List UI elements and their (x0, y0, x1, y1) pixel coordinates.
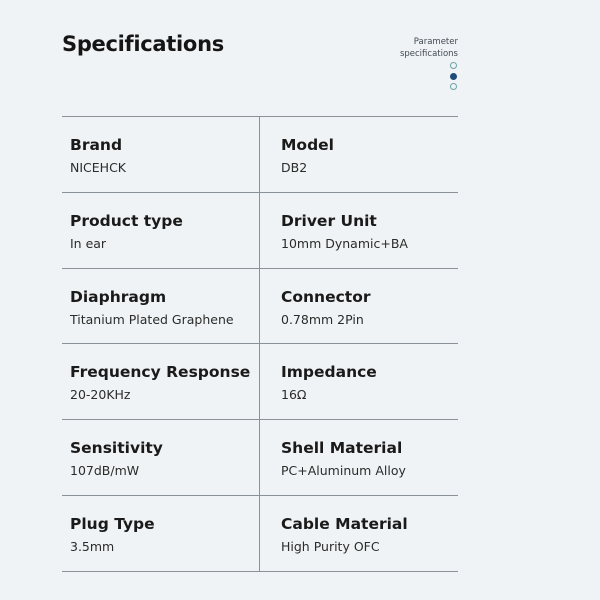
spec-table (62, 116, 458, 572)
spec-label: Shell Material (281, 439, 403, 458)
spec-row (62, 496, 458, 572)
spec-value: PC+Aluminum Alloy (281, 463, 406, 479)
spec-cell-brand (62, 117, 260, 192)
spec-cell-sensitivity (62, 420, 260, 495)
page-dot-1[interactable] (450, 62, 457, 69)
parameter-specifications-note (378, 36, 458, 60)
spec-value: DB2 (281, 160, 308, 175)
spec-value: 107dB/mW (70, 463, 140, 479)
spec-label: Connector (281, 287, 371, 306)
spec-value: NICEHCK (70, 160, 126, 175)
spec-label: Diaphragm (70, 287, 167, 306)
spec-value: 0.78mm 2Pin (281, 311, 364, 327)
spec-label: Frequency Response (70, 363, 251, 382)
spec-value: 10mm Dynamic+BA (281, 235, 408, 251)
spec-label: Brand (70, 136, 123, 154)
spec-cell-impedance (260, 344, 458, 419)
spec-cell-cable-material (260, 496, 458, 571)
spec-row (62, 117, 458, 193)
spec-cell-plug-type (62, 496, 260, 571)
spec-cell-driver-unit (260, 193, 458, 268)
note-line-1: Parameter (413, 37, 458, 47)
spec-label: Model (281, 136, 334, 154)
spec-label: Product type (70, 211, 183, 230)
spec-value: In ear (70, 235, 107, 251)
spec-label: Driver Unit (281, 211, 377, 230)
note-line-2: specifications (399, 49, 458, 59)
spec-cell-diaphragm (62, 269, 260, 344)
page-dot-3[interactable] (450, 83, 457, 90)
spec-value: Titanium Plated Graphene (70, 311, 234, 327)
page-title: Specifications (62, 32, 224, 56)
spec-cell-product-type (62, 193, 260, 268)
spec-cell-model (260, 117, 458, 192)
spec-cell-frequency-response (62, 344, 260, 419)
spec-value: 16Ω (281, 387, 307, 403)
spec-cell-shell-material (260, 420, 458, 495)
page-indicator (450, 62, 458, 94)
page-dot-2-active[interactable] (450, 73, 457, 80)
spec-value: High Purity OFC (281, 538, 380, 554)
spec-row (62, 420, 458, 496)
spec-cell-connector (260, 269, 458, 344)
spec-label: Cable Material (281, 514, 408, 533)
spec-label: Plug Type (70, 514, 155, 533)
spec-row (62, 193, 458, 269)
spec-label: Impedance (281, 363, 377, 382)
spec-value: 20-20KHz (70, 387, 131, 403)
spec-value: 3.5mm (70, 538, 115, 554)
spec-row (62, 269, 458, 345)
spec-label: Sensitivity (70, 439, 163, 458)
spec-row (62, 344, 458, 420)
